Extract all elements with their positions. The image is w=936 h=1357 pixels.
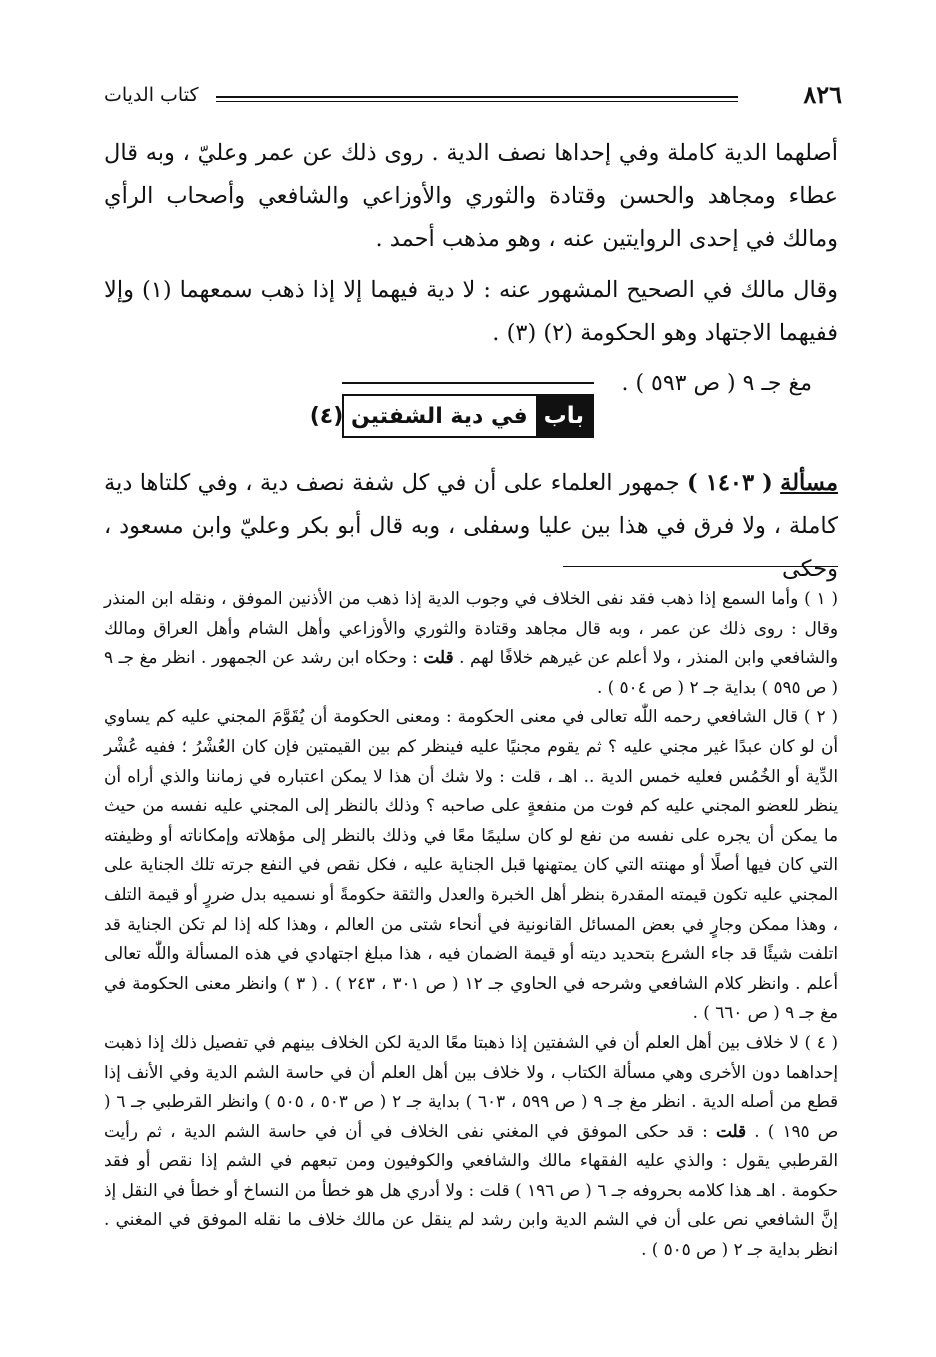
footnote-2: ( ٢ ) قال الشافعي رحمه اللّٰه تعالى في معنى الحكومة : ومعنى الحكومة أن يُقَوَّمَ المجني عليه كم يساوي أن لو كان عبدًا غير مجني عليه ؟ ثم يقوم مجنيًا عليه فينظر كم بين القيمتين فإن كان العُشْرُ ؛ ففيه عُشْر الدِّية أو الخُمُس فعليه خمس الدية .. اهـ ، قلت : ولا شك أن هذا لا يمكن اعتباره في زماننا والذي أراه أن ينظر للعضو المجني عليه كم فوت من منفعةٍ على صاحبه ؟ وذلك بالنظر إلى المجني عليه نفسه من حيث ما يمكن أن يجره على نفسه من نفع لو كان سليمًا معًا في وذلك بالنظر إلى مؤهلاته وإمكاناته أو وظيفته التي كان فيها أصلًا أو مهنته التي كان يمتهنها قبل الجناية عليه ، فكل نقص في النفع جرته تلك الجناية على المجني عليه تكون قيمته المقدرة بنظر أهل الخبرة والعدل والثقة حكومةً أو نسميه بدل ضررٍ أو قيمة التلف ، وهذا ممكن وجارٍ في بعض المسائل القانونية في أنحاء شتى من العالم ، وهذا كله إذا لم تكن الجناية قد اتلفت شيئًا قد جاء الشرع بتحديد ديته أو قيمة الضمان فيه ، هذا مبلغ اجتهادي في هذه المسألة واللّٰه تعالى أعلم . وانظر كلام الشافعي وشرحه في الحاوي جـ ١٢ ( ص ٣٠١ ، ٢٤٣ ) . <box>104 706 838 993</box>
masala-text: جمهور العلماء على أن في كل شفة نصف دية ، وفي كلتاها دية كاملة ، ولا فرق في هذا بين عليا وسفلى ، وبه قال أبو بكر وعليّ وابن مسعود ، وحكى <box>104 470 838 582</box>
paragraph-2: وقال مالك في الصحيح المشهور عنه : لا دية فيهما إلا إذا ذهب سمعهما (١) وإلا ففيهما الاجتهاد وهو الحكومة (٢) (٣) . <box>104 277 838 346</box>
footnotes <box>104 584 838 1265</box>
page-header <box>104 80 842 114</box>
masala-paragraph <box>104 462 838 591</box>
chapter-rule <box>342 382 594 384</box>
footnote-1-text: ( ١ ) وأما السمع إذا ذهب فقد نفى الخلاف في وجوب الدية إذا ذهب من الأذنين الموفق ، ونقله ابن المنذر وقال : روى ذلك عن عمر ، وبه قال مجاهد وقتادة والثوري والأوزاعي وأهل الشام وأهل العراق ومالك والشافعي وابن المنذر ، ولا أعلم عن غيرهم خلافًا لهم . <box>104 588 838 668</box>
main-text <box>104 132 838 405</box>
masala-label: مسألة <box>780 470 839 496</box>
page-number: ٨٢٦ <box>803 80 842 109</box>
footnote-4-label: قلت <box>715 1120 747 1141</box>
footnote-1-text-cont: : وحكاه ابن رشد عن الجمهور . انظر مغ جـ ٩ ( ص ٥٩٥ ) بداية جـ ٢ ( ص ٥٠٤ ) . <box>104 647 838 697</box>
chapter-title: في دية الشفتين (٤) <box>309 403 528 429</box>
chapter-label: باب <box>536 396 592 436</box>
reference-line: مغ جـ ٩ ( ص ٥٩٣ ) . <box>621 371 812 396</box>
footnote-4-text-cont: : قد حكى الموفق في المغني نفى الخلاف في أن في حاسة الشم الدية ، ثم رأيت القرطبي يقول : والذي عليه الفقهاء مالك والشافعي والكوفيون ومن تبعهم في الشم إذا نقص أو فقد حكومة . اهـ هذا كلامه بحروفه جـ ٦ ( ص ١٩٦ ) قلت : ولا أدري هل هو خطأ من النساخ أو خطأ في النقل إذ إنَّ الشافعي نص على أن في الشم الدية وابن رشد لم ينقل عن مالك خلاف ما نقله الموفق في المغني . انظر بداية جـ ٢ ( ص ٥٠٥ ) . <box>104 1120 839 1260</box>
footnote-1 <box>104 584 838 702</box>
footnote-1-label: قلت <box>423 647 454 668</box>
footnote-separator <box>563 566 838 567</box>
footnote-3: ( ٣ ) وانظر معنى الحكومة في مغ جـ ٩ ( ص ٦٦٠ ) . <box>104 972 838 1023</box>
footnote-4-text: ( ٤ ) لا خلاف بين أهل العلم أن في الشفتين إذا ذهبتا معًا الدية لكن الخلاف بينهم في تفصيل ذلك إذا ذهبت إحداهما دون الأخرى وهي مسألة الكتاب ، ولا خلاف بين أهل العلم أن في حاسة الشم الدية وفي الأنف إذا قطع من أصله الدية . انظر مغ جـ ٩ ( ص ٥٩٩ ، ٦٠٣ ) بداية جـ ٢ ( ص ٥٠٣ ، ٥٠٥ ) وانظر القرطبي جـ ٦ ( ص ١٩٥ ) . <box>104 1031 839 1141</box>
masala-number: ( ١٤٠٣ ) <box>687 470 773 496</box>
footnote-2-3 <box>104 702 838 1028</box>
chapter-heading <box>309 382 594 448</box>
header-rule <box>216 96 738 102</box>
chapter-box <box>309 394 594 438</box>
book-title: كتاب الديات <box>104 84 199 106</box>
paragraph-1: أصلهما الدية كاملة وفي إحداها نصف الدية . روى ذلك عن عمر وعليّ ، وبه قال عطاء ومجاهد والحسن وقتادة والثوري والأوزاعي والشافعي وأصحاب الرأي ومالك في إحدى الروايتين عنه ، وهو مذهب أحمد . <box>104 140 838 252</box>
masala-section <box>104 462 838 599</box>
footnote-4 <box>104 1028 838 1265</box>
